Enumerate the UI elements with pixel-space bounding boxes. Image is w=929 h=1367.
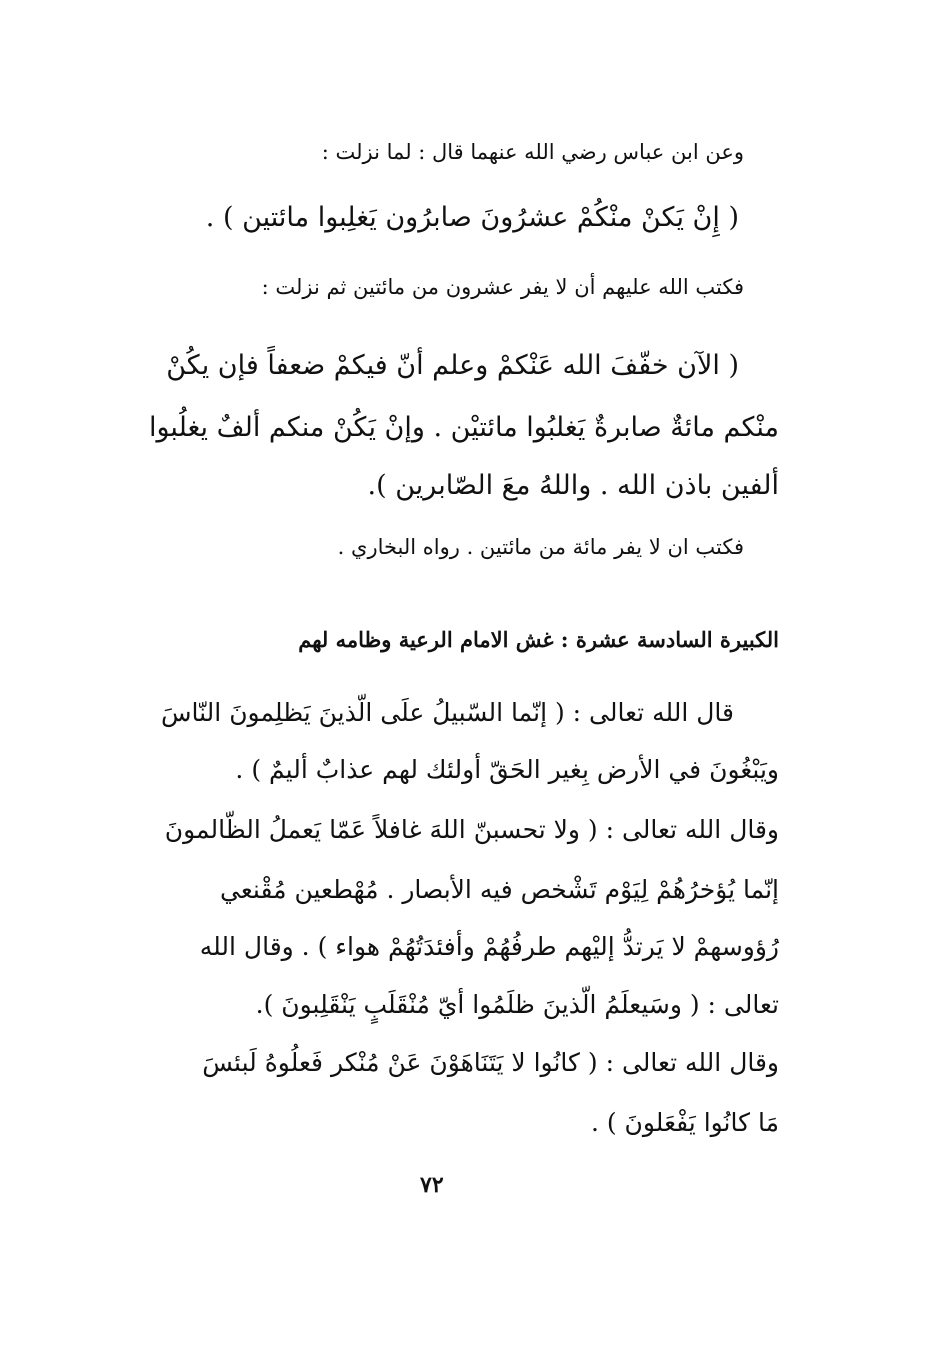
body-line-5: رُؤوسهمْ لا يَرتدُّ إليْهم طرفُهُمْ وأفئدَتُهُمْ هواء ) . وقال الله (199, 932, 779, 961)
body-line-6: تعالى : ( وسَيعلَمُ الّذينَ ظلَمُوا أيّ مُنْقَلَبٍ يَنْقَلِبونَ ). (255, 990, 779, 1019)
section-heading: الكبيرة السادسة عشرة : غش الامام الرعية وظامه لهم (298, 627, 779, 652)
quran-verse-line-1: ( إِنْ يَكنْ منْكُمْ عشرُونَ صابرُون يَغلِبوا مائتين ) . (205, 202, 739, 233)
body-line-4: إنّما يُؤخرُهُمْ لِيَوْم تَشْخص فيه الأبصار . مُهْطعين مُقْنعي (220, 875, 779, 904)
body-line-3: وقال الله تعالى : ( ولا تحسبنّ اللهَ غافلاً عَمّا يَعملُ الظّالمونَ (164, 815, 779, 844)
body-line-7: وقال الله تعالى : ( كانُوا لا يَتَنَاهَوْنَ عَنْ مُنْكر فَعلُوهُ لَبئسَ (202, 1048, 779, 1077)
hadith-intro-line: وعن ابن عباس رضي الله عنهما قال : لما نزلت : (321, 140, 744, 164)
hadith-continuation-line: فكتب الله عليهم أن لا يفر عشرون من مائتين ثم نزلت : (261, 275, 744, 299)
hadith-source-line: فكتب ان لا يفر مائة من مائتين . رواه البخاري . (337, 535, 744, 559)
quran-verse-line-3: منْكم مائةٌ صابرةٌ يَغلبُوا مائتيْن . وإنْ يَكُنْ منكم ألفٌ يغلُبوا (148, 412, 779, 443)
body-line-8: مَا كانُوا يَفْعَلونَ ) . (590, 1108, 779, 1137)
page-number: ٧٢ (420, 1172, 444, 1198)
body-line-1: قال الله تعالى : ( إنّما السّبيلُ علَى الّذينَ يَظلِمونَ النّاسَ (161, 698, 734, 727)
quran-verse-line-4: ألفين باذن الله . واللهُ معَ الصّابرين ). (367, 470, 779, 501)
quran-verse-line-2: ( الآن خفّفَ الله عَنْكمْ وعلم أنّ فيكمْ ضعفاً فإن يكُنْ (166, 350, 739, 381)
body-line-2: ويَبْغُونَ في الأرض بِغير الحَقّ أولئك لهم عذابٌ أليمٌ ) . (235, 755, 779, 784)
